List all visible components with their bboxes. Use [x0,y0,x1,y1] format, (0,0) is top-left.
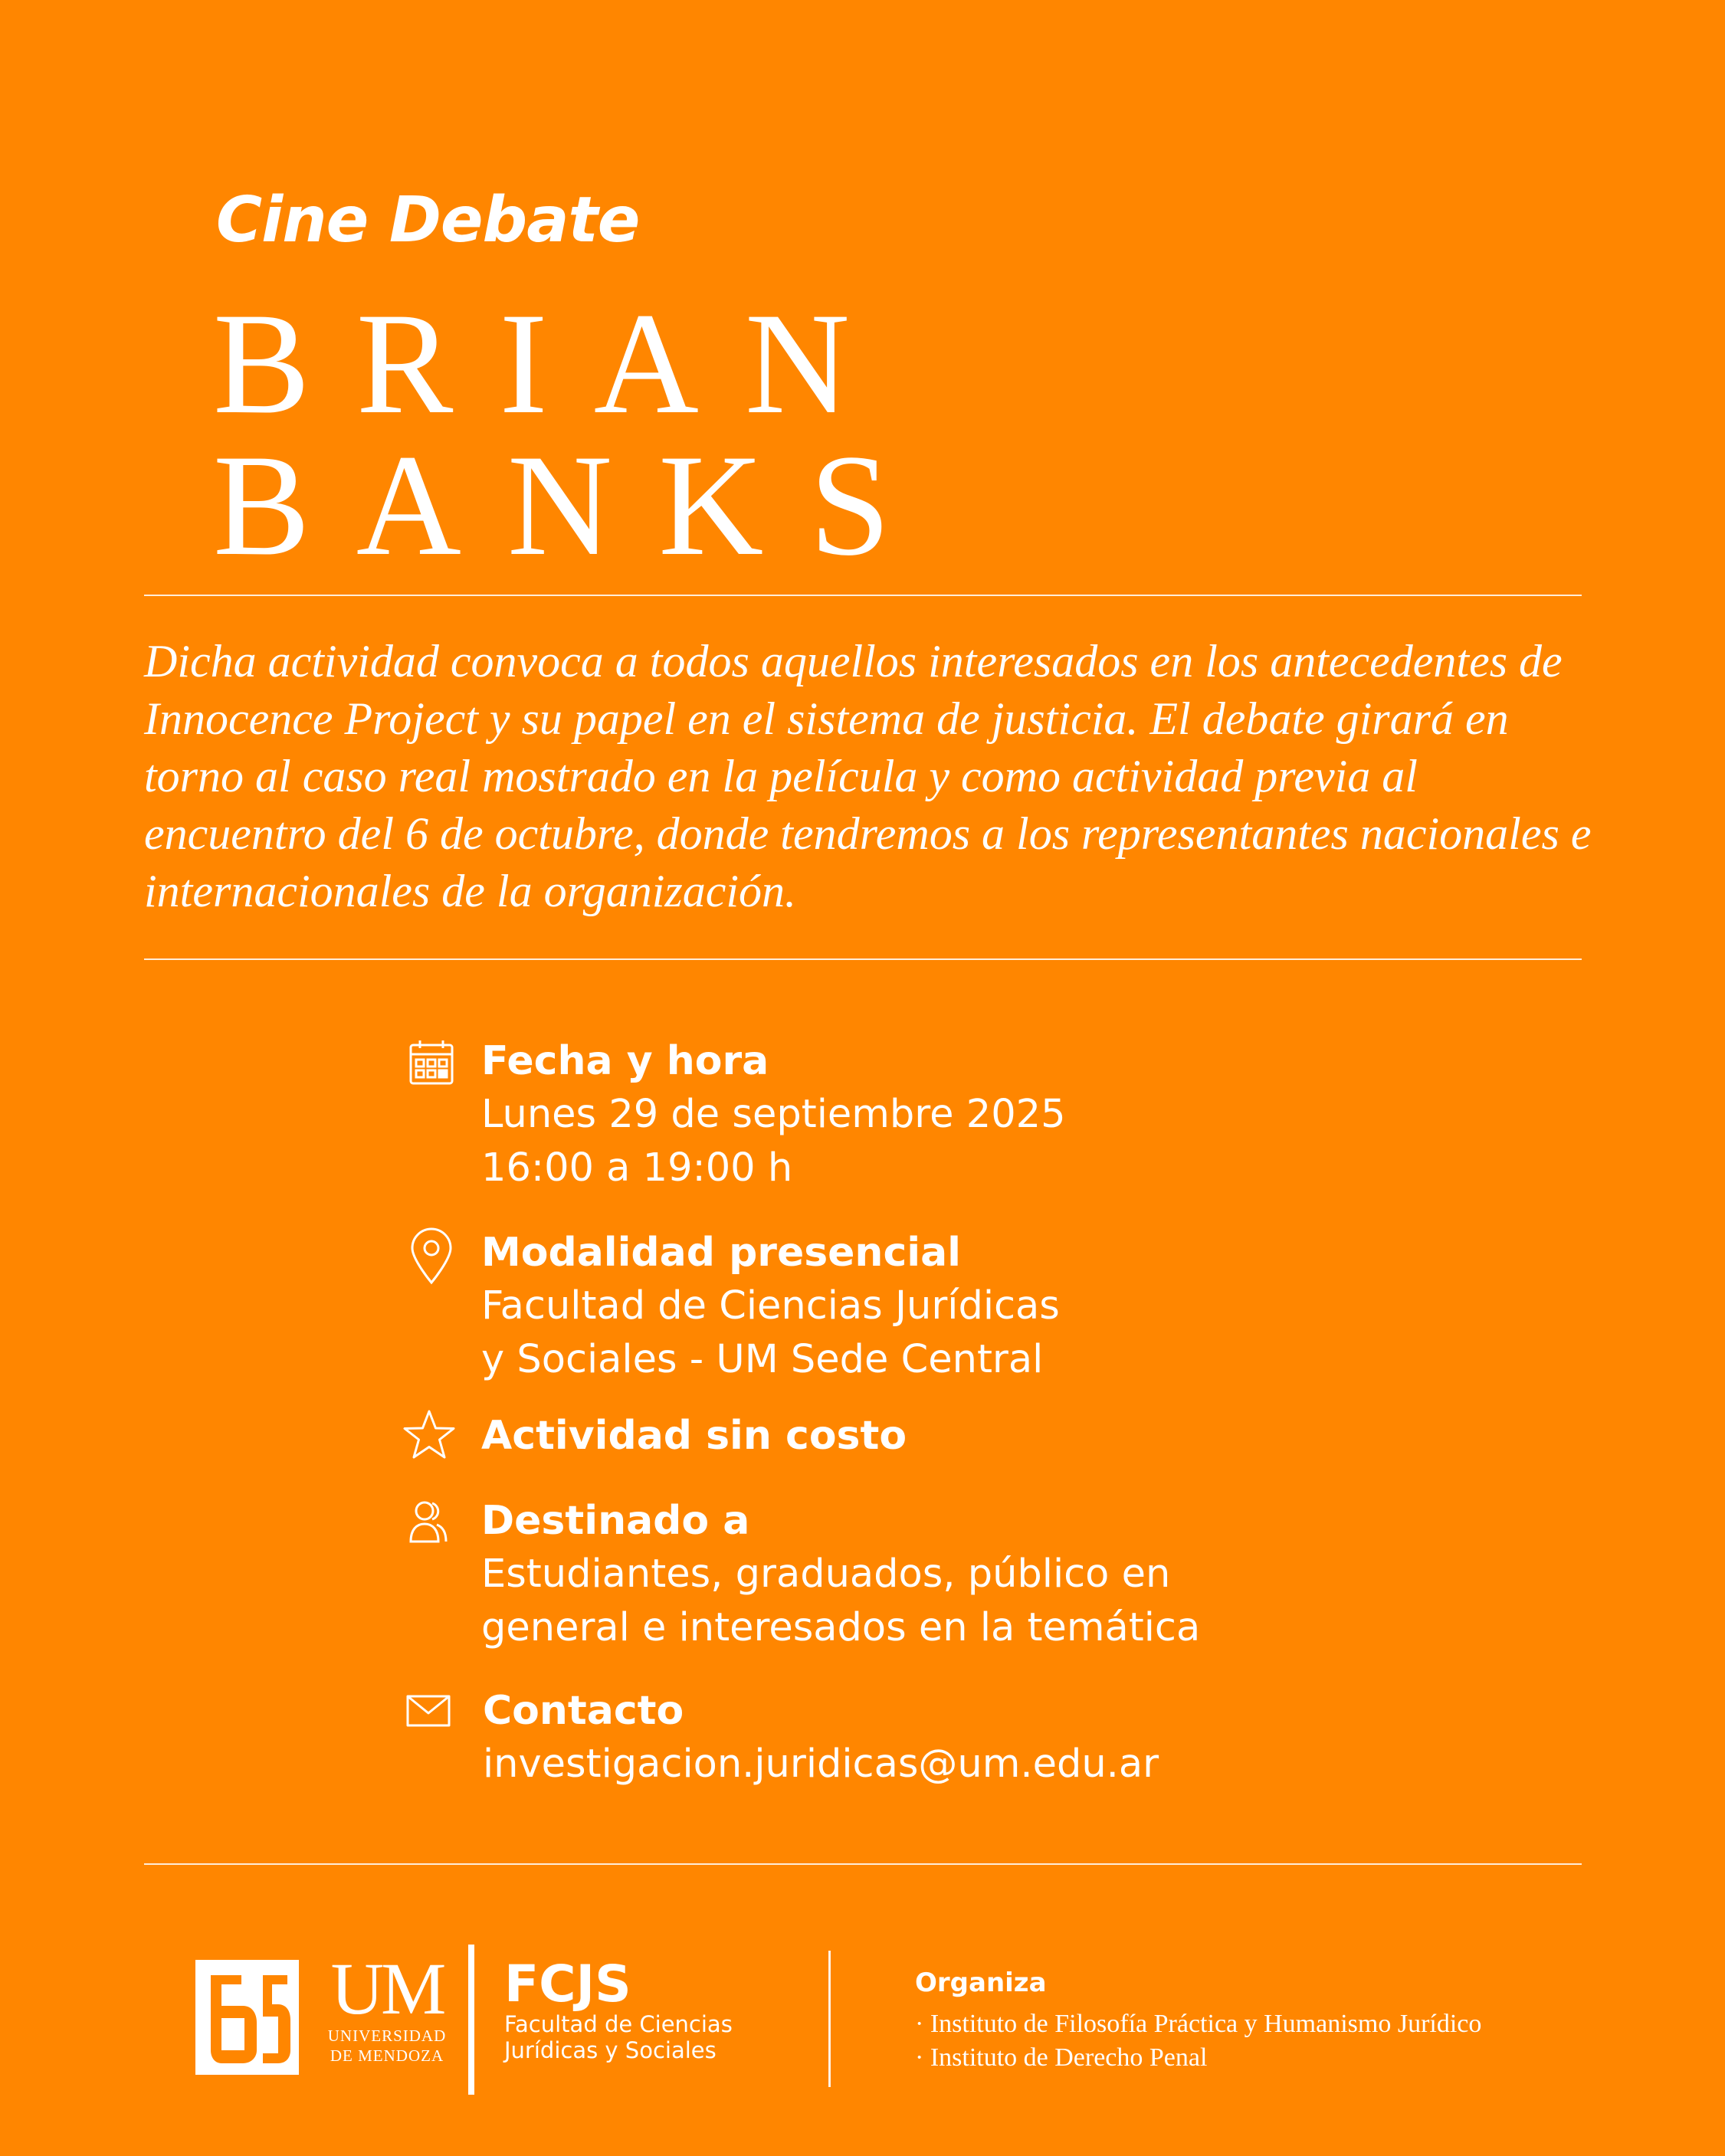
logo-separator [468,1945,474,2095]
fcjs-name-line-1: Facultad de Ciencias [504,2011,733,2037]
modalidad-heading: Modalidad presencial [481,1230,962,1276]
calendar-icon [406,1037,457,1088]
costo-heading: Actividad sin costo [481,1413,907,1459]
modalidad-place-line-1: Facultad de Ciencias Jurídicas [481,1283,1060,1329]
fcjs-name-line-2: Jurídicas y Sociales [504,2037,717,2063]
event-title-line-1: BRIAN [213,283,897,444]
fecha-date: Lunes 29 de septiembre 2025 [481,1092,1066,1137]
envelope-icon [406,1695,451,1727]
event-description: Dicha actividad convoca a todos aquellos interesados en los antecedentes de Innocence Project y su papel en el sistema de justicia. El debate girará en torno al caso real mostrado en la película y como actividad previa al encuentro del 6 de octubre, donde tendremos a los representantes nacionales e internacionales de la organización. [144,636,1592,916]
um-logo-line-2: DE MENDOZA [330,2046,444,2065]
fecha-heading: Fecha y hora [481,1038,769,1084]
contacto-heading: Contacto [483,1688,684,1734]
organiza-block [915,1966,1481,2075]
anniversary-65-logo [195,1960,299,2075]
fcjs-logo [504,1954,733,2063]
star-icon [402,1407,457,1463]
people-icon [406,1499,449,1545]
fcjs-acronym: FCJS [504,1954,631,2013]
um-logo [322,1948,452,2066]
modalidad-place-line-2: y Sociales - UM Sede Central [481,1337,1044,1382]
organiza-separator [828,1951,831,2087]
event-kicker: Cine Debate [216,184,640,257]
contacto-email[interactable]: investigacion.juridicas@um.edu.ar [483,1742,1159,1787]
divider-bottom [144,1863,1582,1865]
divider-middle [144,958,1582,960]
organiza-item: · Instituto de Derecho Penal [915,2043,1208,2072]
um-logo-line-1: UNIVERSIDAD [327,2027,447,2045]
organiza-heading: Organiza [915,1968,1047,1998]
destinado-line-1: Estudiantes, graduados, público en [481,1551,1171,1597]
organiza-item: · Instituto de Filosofía Práctica y Humanismo Jurídico [915,2010,1482,2038]
destinado-heading: Destinado a [481,1498,750,1544]
divider-top [144,595,1582,596]
um-logo-letters: UM [330,1948,444,2030]
fecha-time: 16:00 a 19:00 h [481,1145,793,1191]
destinado-line-2: general e interesados en la temática [481,1605,1201,1650]
location-pin-icon [406,1227,457,1286]
event-title-line-2: BANKS [213,425,937,586]
